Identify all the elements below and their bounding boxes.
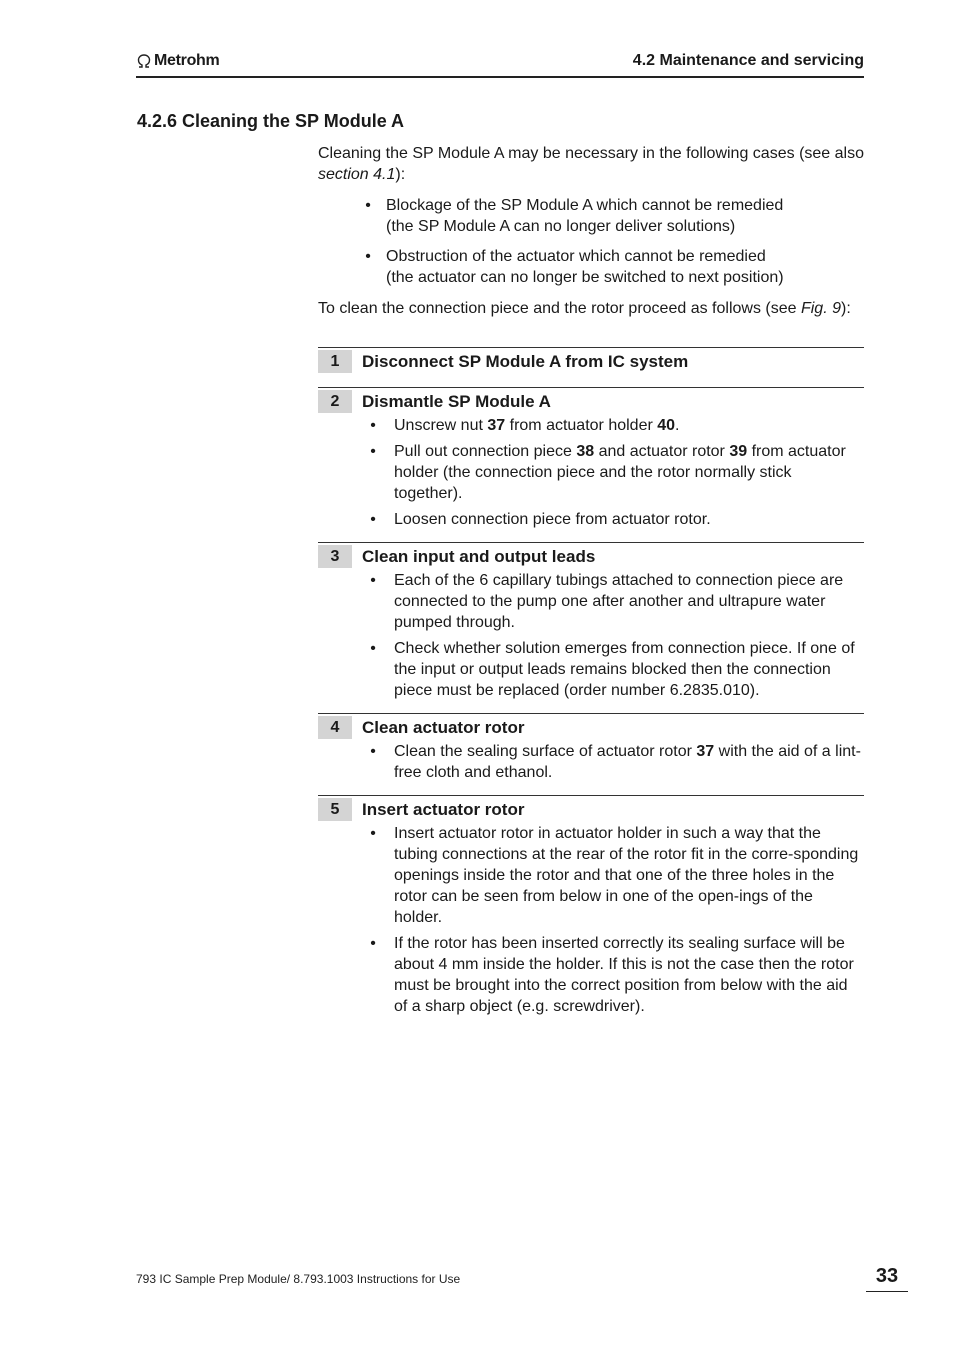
step-header	[318, 347, 864, 373]
step-title: Clean actuator rotor	[362, 718, 525, 737]
bullet-icon: •	[370, 640, 376, 657]
intro-end: ):	[395, 166, 406, 183]
footer-text: 793 IC Sample Prep Module/ 8.793.1003 Instructions for Use	[136, 1272, 461, 1286]
page-number: 33	[866, 1265, 908, 1292]
item-text: If the rotor has been inserted correctly its sealing surface will be about 4 mm inside the holder. If this is not the case then the rotor must be brought into the correct position from below with the aid of a sharp object (e.g. screwdriver).	[394, 935, 854, 1015]
case-line: (the actuator can no longer be switched to next position)	[386, 269, 784, 286]
list-item	[318, 441, 864, 504]
step-items	[318, 741, 864, 783]
part-number: 39	[729, 443, 748, 460]
step-items	[318, 823, 864, 1017]
bullet-icon: •	[365, 248, 371, 265]
figure-reference: Fig. 9	[800, 300, 841, 317]
item-text: Each of the 6 capillary tubings attached to connection piece are connected to the pump one after another and ultrapure water pumped through.	[394, 572, 844, 631]
metrohm-omega-icon	[136, 53, 152, 69]
step-items	[318, 415, 864, 530]
step-header	[318, 713, 864, 739]
step-number: 2	[318, 390, 352, 413]
step-items	[318, 570, 864, 701]
item-text: Unscrew nut	[394, 417, 488, 434]
bullet-icon: •	[370, 743, 376, 760]
part-number: 37	[487, 417, 506, 434]
proceed-paragraph	[318, 298, 864, 319]
proceed-text: To clean the connection piece and the rotor proceed as follows (see	[318, 300, 801, 317]
section-title: 4.2.6 Cleaning the SP Module A	[137, 111, 405, 131]
section-reference: section 4.1	[318, 166, 396, 183]
proceed-end: ):	[840, 300, 851, 317]
item-text: from actuator holder	[505, 417, 658, 434]
item-text: Check whether solution emerges from connection piece. If one of the input or output leads remains blocked then the connection piece must be replaced (order number 6.2835.010).	[394, 640, 855, 699]
step-4	[318, 713, 864, 783]
bullet-icon: •	[370, 417, 376, 434]
bullet-icon: •	[370, 825, 376, 842]
list-item	[318, 933, 864, 1017]
step-number: 3	[318, 545, 352, 568]
cases-list	[318, 195, 864, 288]
item-text: with the aid of a lint-free cloth and ethanol.	[394, 743, 861, 781]
part-number: 40	[657, 417, 676, 434]
bullet-icon: •	[370, 572, 376, 589]
header-section: 4.2 Maintenance and servicing	[632, 52, 864, 69]
step-header	[318, 542, 864, 568]
item-text: from actuator holder (the connection piece and the rotor normally stick together).	[394, 443, 846, 502]
step-2	[318, 387, 864, 530]
step-header	[318, 387, 864, 413]
item-text: and actuator rotor	[594, 443, 730, 460]
page-header	[136, 50, 864, 78]
list-item	[318, 741, 864, 783]
item-text: Clean the sealing surface of actuator rotor	[394, 743, 697, 760]
step-number: 1	[318, 350, 352, 373]
item-text: .	[675, 417, 680, 434]
bullet-icon: •	[370, 935, 376, 952]
part-number: 37	[696, 743, 715, 760]
item-text: Loosen connection piece from actuator rotor.	[394, 511, 711, 528]
step-title: Dismantle SP Module A	[362, 392, 551, 411]
intro-text: Cleaning the SP Module A may be necessary in the following cases (see also	[318, 145, 864, 162]
bullet-icon: •	[370, 443, 376, 460]
list-item	[318, 415, 864, 436]
main-content	[318, 143, 864, 1022]
step-3	[318, 542, 864, 701]
list-item	[318, 638, 864, 701]
brand-logo	[136, 52, 219, 70]
step-title: Disconnect SP Module A from IC system	[362, 352, 689, 371]
part-number: 38	[576, 443, 595, 460]
step-number: 5	[318, 798, 352, 821]
brand-name: Metrohm	[154, 52, 220, 69]
intro-paragraph	[318, 143, 864, 185]
list-item	[318, 246, 864, 288]
step-header	[318, 795, 864, 821]
list-item	[318, 570, 864, 633]
case-line: Blockage of the SP Module A which cannot be remedied	[386, 197, 784, 214]
case-line: (the SP Module A can no longer deliver solutions)	[386, 218, 736, 235]
step-number: 4	[318, 716, 352, 739]
step-title: Clean input and output leads	[362, 547, 596, 566]
bullet-icon: •	[370, 511, 376, 528]
list-item	[318, 823, 864, 928]
item-text: Insert actuator rotor in actuator holder in such a way that the tubing connections at the rear of the rotor fit in the corre-sponding openings inside the rotor and that one of the three holes in the rotor can be seen from below in one of the open-ings of the holder.	[394, 825, 859, 926]
list-item	[318, 509, 864, 530]
step-1	[318, 347, 864, 373]
bullet-icon: •	[365, 197, 371, 214]
step-5	[318, 795, 864, 1017]
list-item	[318, 195, 864, 237]
case-line: Obstruction of the actuator which cannot be remedied	[386, 248, 766, 265]
step-title: Insert actuator rotor	[362, 800, 525, 819]
item-text: Pull out connection piece	[394, 443, 577, 460]
